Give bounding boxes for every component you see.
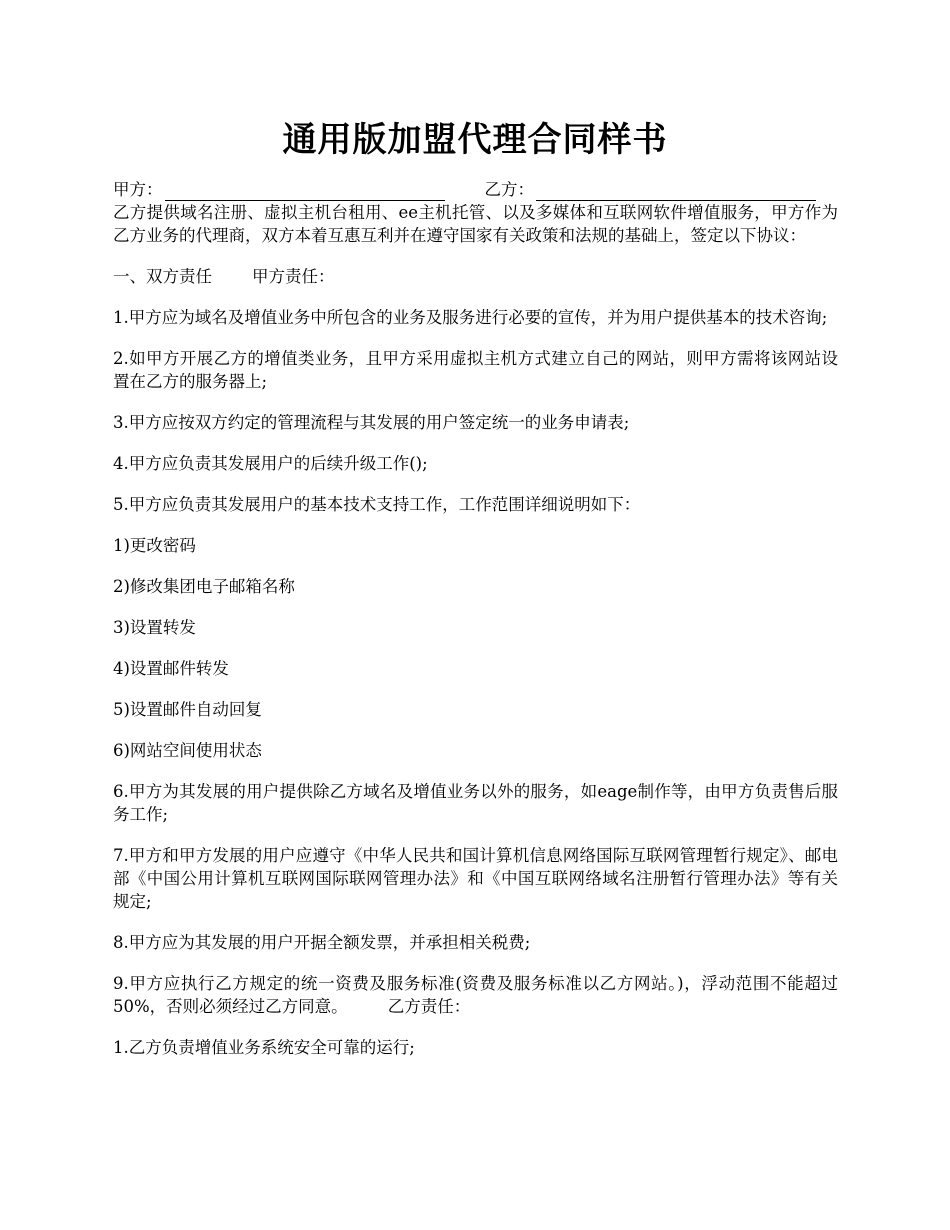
party-b-clause-1: 1.乙方负责增值业务系统安全可靠的运行; (113, 1038, 415, 1057)
intro-paragraph: 乙方提供域名注册、虚拟主机台租用、ee主机托管、以及多媒体和互联网软件增值服务，甲方作为乙方业务的代理商，双方本着互惠互利并在遵守国家有关政策和法规的基础上，签定以下协议： (113, 203, 838, 245)
list-item: 8.甲方应为其发展的用户开据全额发票，并承担相关税费; (113, 933, 531, 952)
party-a-duties-list (113, 306, 838, 954)
list-item: 6.甲方为其发展的用户提供除乙方域名及增值业务以外的服务，如eage制作等，由甲方负责售后服务工作; (113, 782, 838, 824)
document-title: 通用版加盟代理合同样书 (282, 120, 668, 160)
party-a-label: 甲方： (113, 180, 163, 199)
document-body (113, 178, 838, 1059)
party-b (485, 178, 817, 201)
clause-9-text: 9.甲方应执行乙方规定的统一资费及服务标准(资费及服务标准以乙方网站。)，浮动范围不能超过50%，否则必须经过乙方同意。 (113, 974, 838, 1016)
party-a-blank-line (165, 182, 445, 201)
list-item: 3)设置转发 (113, 618, 196, 637)
list-item: 1.甲方应为域名及增值业务中所包含的业务及服务进行必要的宣传，并为用户提供基本的技术咨询; (113, 308, 828, 327)
list-item: 1)更改密码 (113, 536, 196, 555)
list-item: 5.甲方应负责其发展用户的基本技术支持工作，工作范围详细说明如下： (113, 495, 641, 514)
list-item: 6)网站空间使用状态 (113, 741, 262, 760)
list-item: 4.甲方应负责其发展用户的后续升级工作(); (113, 454, 428, 473)
party-b-blank-line (536, 182, 816, 201)
party-a-duties-heading: 甲方责任： (252, 267, 335, 286)
list-item: 7.甲方和甲方发展的用户应遵守《中华人民共和国计算机信息网络国际互联网管理暂行规定》、邮电部《中国公用计算机互联网国际联网管理办法》和《中国互联网络域名注册暂行管理办法》等有关规定; (113, 846, 838, 911)
list-item: 2)修改集团电子邮箱名称 (113, 577, 295, 596)
section-heading (113, 265, 838, 288)
party-b-label: 乙方： (484, 180, 534, 199)
party-b-duties-heading: 乙方责任： (387, 997, 471, 1016)
list-item: 3.甲方应按双方约定的管理流程与其发展的用户签定统一的业务申请表; (113, 413, 630, 432)
clause-9 (113, 972, 838, 1018)
list-item: 4)设置邮件转发 (113, 659, 229, 678)
list-item: 2.如甲方开展乙方的增值类业务，且甲方采用虚拟主机方式建立自己的网站，则甲方需将该网站设置在乙方的服务器上; (113, 349, 838, 391)
section1-heading: 一、双方责任 (113, 267, 212, 286)
party-line (113, 178, 838, 201)
list-item: 5)设置邮件自动回复 (113, 700, 262, 719)
party-a (113, 178, 445, 201)
